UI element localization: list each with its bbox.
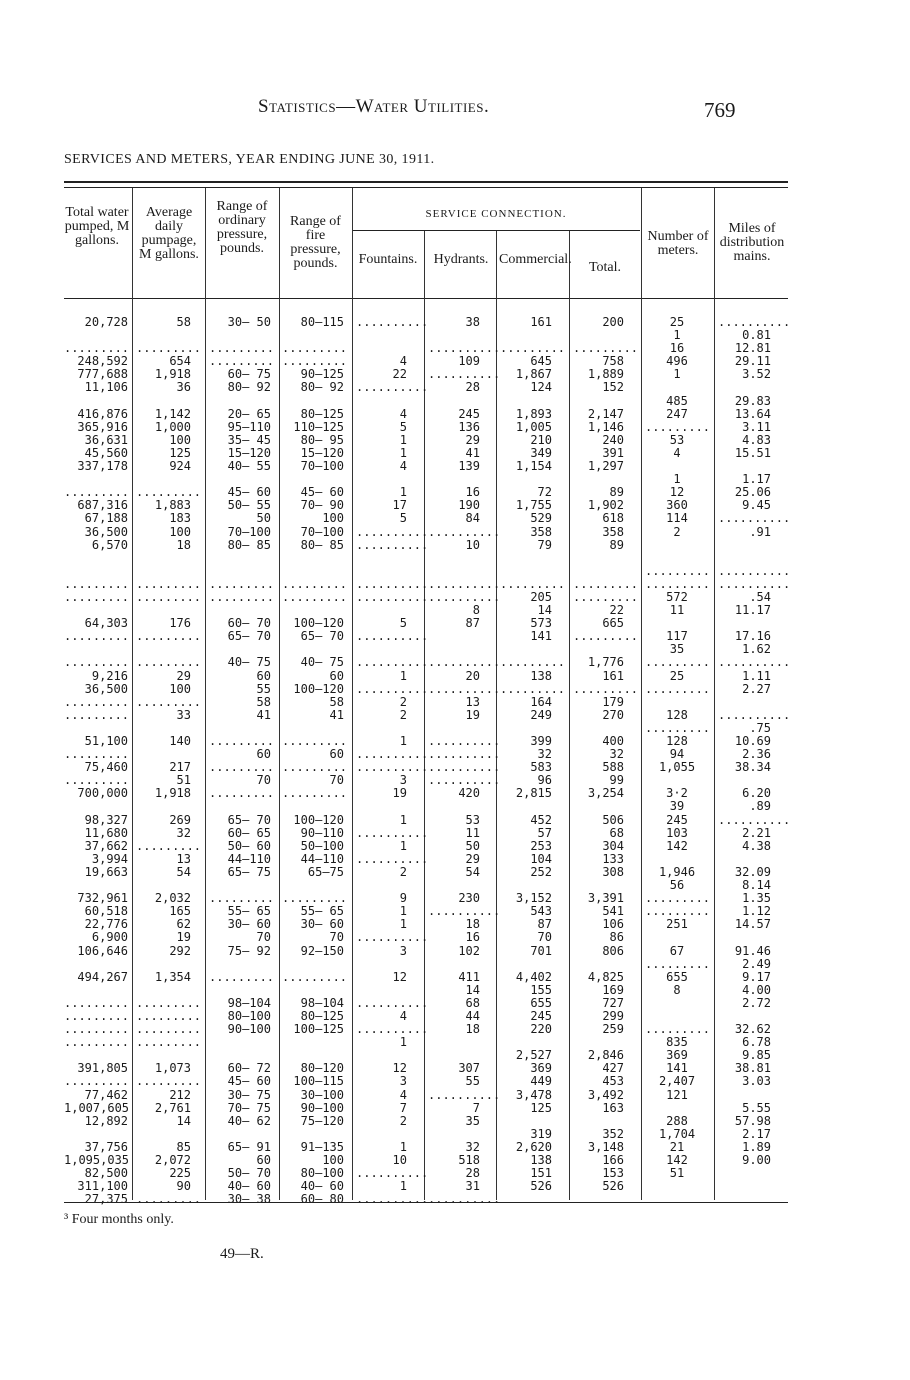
header-fountains: Fountains. [358, 252, 418, 267]
top-double-rule-1 [64, 181, 788, 183]
column-divider-7 [569, 231, 570, 1200]
header-commercial: Commercial. [499, 252, 572, 267]
column-divider-2 [205, 188, 206, 1200]
top-double-rule-2 [64, 187, 788, 188]
avg-daily-column: 58 ......... 654 1,918 36 1,142 1,000 100 125 924 ......... 1,883 183 100 18 ......... ......... 176 ......... ......... 29 100 ......... 33 140 217 51 1,918 269 32 ......... 13 54 2,032 165 62 19 292 1,354 ......... ......... ......... ......... 1,073 ......... 212 2,761 14 85 2,072 225 90 ......... [136, 315, 202, 1207]
column-divider-4 [352, 188, 353, 1200]
fountains-column: .......... 4 22 .......... 4 5 1 1 4 1 17 5 .......... .......... .......... .......... 5 .......... .......... 1 .......... 2 2 1 .......... .......... 3 19 1 .......... 1 .......... 2 9 1 1 .......... 3 12 .......... 4 .......... 1 12 3 4 7 2 1 10 .......... 1 .......... [356, 315, 429, 1207]
commercial-column: 161 ......... 645 1,867 124 1,893 1,005 210 349 1,154 72 1,755 529 358 79 ......... 205 14 573 141 ......... 138 ......... 164 249 399 32 583 96 2,815 452 57 253 104 252 3,152 543 87 70 701 4,402 155 655 245 220 2,527 369 449 3,478 125 319 2,620 138 151 526 [500, 315, 566, 1194]
table-title: SERVICES AND METERS, YEAR ENDING JUNE 30, 1911. [64, 152, 435, 167]
table-bottom-rule [64, 1202, 788, 1203]
header-mains: Miles of distribution mains. [719, 221, 785, 264]
ordinary-pressure-column: 30— 50 ......... ......... 60— 75 80— 92 20— 65 95—110 35— 45 15—120 40— 55 45— 60 50— 55 50 70—100 80— 85 ......... ......... 60— 70 65— 70 40— 75 60 55 58 41 ......... 60 ......... 70 ......... 65— 70 60— 65 50— 60 44—110 65— 75 ......... 55— 65 30— 60 70 75— 92 ......... 98—104 80—100 90—100 60— 72 45— 60 30— 75 70— 75 40— 62 65— 91 60 50— 70 40— 60 30— 38 [209, 315, 275, 1207]
hydrants-column: 38 .......... 109 .......... 28 245 136 29 41 139 16 190 84 .......... 10 .......... .......... 8 87 .......... 20 .......... 13 19 .......... .......... .......... .......... 420 53 11 50 29 54 230 .......... 18 16 102 411 14 68 44 18 307 55 .......... 7 35 32 518 28 31 .......... [428, 315, 501, 1207]
header-service-connection: SERVICE CONNECTION. [425, 208, 567, 220]
header-fire-pressure: Range of fire pressure, pounds. [290, 214, 341, 271]
header-avg-daily: Average daily pumpage, M gallons. [139, 205, 199, 262]
header-total-pumped: Total water pumped, M gallons. [64, 205, 130, 248]
signature-mark: 49—R. [220, 1246, 264, 1262]
running-head: Statistics—Water Utilities. [258, 96, 490, 117]
header-bottom-rule [64, 298, 788, 299]
header-meters: Number of meters. [647, 229, 709, 258]
column-divider-1 [132, 188, 133, 1200]
mains-column: .......... 0.81 12.81 29.11 3.52 29.83 13.64 3.11 4.83 15.51 1.17 25.06 9.45 .......... .91 .......... .......... .54 11.17 17.16 1.62 .......... 1.11 2.27 .......... .75 10.69 2.36 38.34 6.20 .89 .......... 2.21 4.38 32.09 8.14 1.35 1.12 14.57 91.46 2.49 9.17 4.00 2.72 32.62 6.78 9.85 38.81 3.03 5.55 57.98 2.17 1.89 9.00 [718, 315, 791, 1167]
total-pumped-column: 20,728 ......... 248,592 777,688 11,106 416,876 365,916 36,631 45,560 337,178 ......... 687,316 67,188 36,500 6,570 ......... ......... 64,303 ......... ......... 9,216 36,500 ......... ......... 51,100 ......... 75,460 ......... 700,000 98,327 11,680 37,662 3,994 19,663 732,961 60,518 22,776 6,900 106,646 494,267 ......... ......... ......... ......... 391,805 ......... 77,462 1,007,605 12,892 37,756 1,095,035 82,500 311,100 27,375 [64, 315, 130, 1207]
column-divider-3 [279, 188, 280, 1200]
column-divider-5 [424, 231, 425, 1200]
header-total: Total. [588, 260, 622, 275]
meters-column: 25 1 16 496 1 485 247 ......... 53 4 1 12 360 114 2 ......... ......... 572 11 117 35 ......... 25 ......... 128 ......... 128 94 1,055 3·2 39 245 103 142 1,946 56 ......... ......... 251 67 ......... 655 8 ......... 835 369 141 2,407 121 288 1,704 21 142 51 [645, 315, 711, 1181]
column-divider-8 [641, 188, 642, 1200]
header-hydrants: Hydrants. [433, 252, 489, 267]
footnote: ³ Four months only. [64, 1212, 174, 1227]
header-ordinary-pressure: Range of ordinary pressure, pounds. [216, 199, 268, 256]
page-number: 769 [704, 98, 736, 122]
column-divider-9 [714, 188, 715, 1200]
total-column: 200 ......... 758 1,889 152 2,147 1,146 240 391 1,297 89 1,902 618 358 89 ......... ......... 22 665 ......... 1,776 161 ......... 179 270 400 32 588 99 3,254 506 68 304 133 308 3,391 541 106 86 806 4,825 169 727 299 259 2,846 427 453 3,492 163 352 3,148 166 153 526 [573, 315, 639, 1194]
fire-pressure-column: 80—115 ......... ......... 90—125 80— 92 80—125 110—125 80— 95 15—120 70—100 45— 60 70— 90 100 70—100 80— 85 ......... ......... 100—120 65— 70 40— 75 60 100—120 58 41 ......... 60 ......... 70 ......... 100—120 90—110 50—100 44—110 65—75 ......... 55— 65 30— 60 70 92—150 ......... 98—104 80—125 100—125 80—120 100—115 30—100 90—100 75—120 91—135 100 80—100 40— 60 60— 80 [282, 315, 348, 1207]
